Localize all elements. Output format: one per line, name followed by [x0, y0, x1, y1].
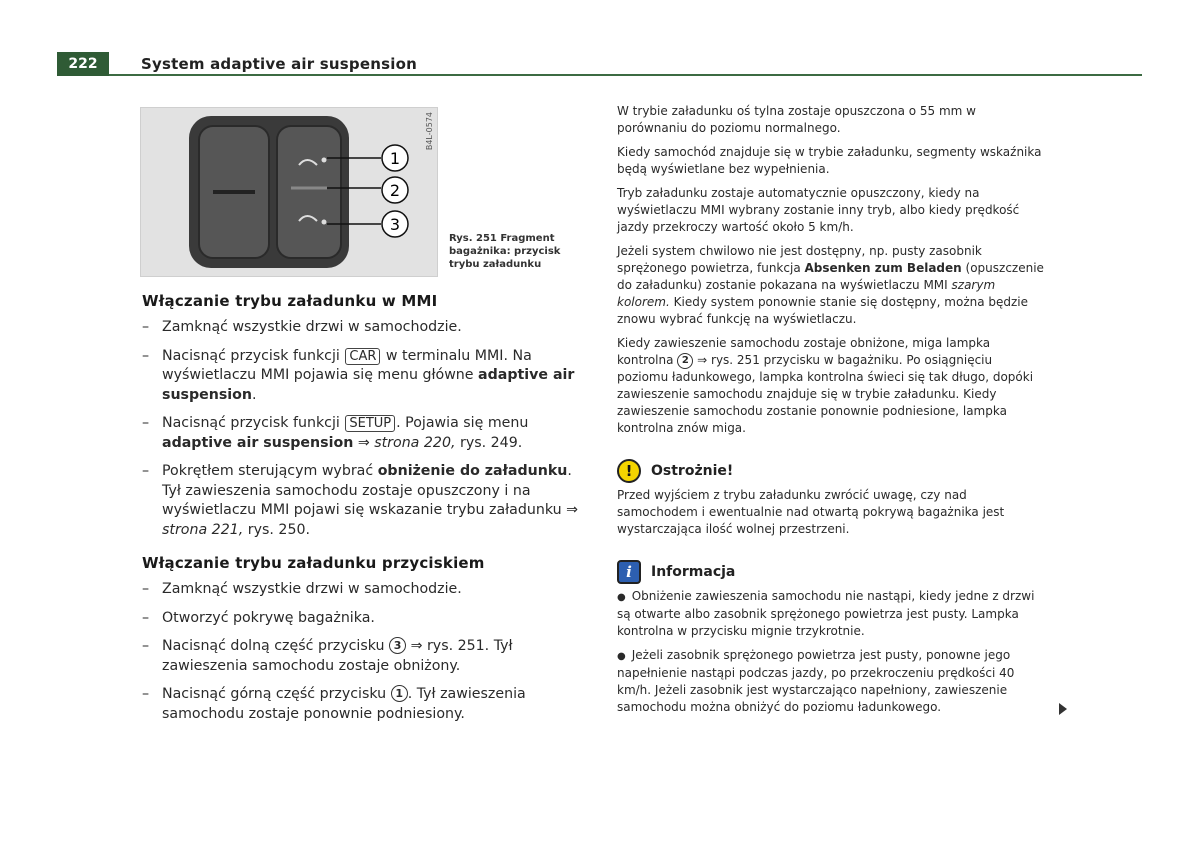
continue-arrow-icon: [1059, 703, 1067, 715]
right-column: [617, 103, 1045, 723]
heading-button: Włączanie trybu załadunku przyciskiem: [142, 554, 485, 572]
list-item: – Nacisnąć przycisk funkcji CAR w terminalu MMI. Na wyświetlaczu MMI pojawia się menu główne adaptive air suspension.: [142, 347, 575, 403]
page-number: 222: [57, 52, 109, 76]
paragraph: Kiedy zawieszenie samochodu zostaje obniżone, miga lampka kontrolna 2 ⇒ rys. 251 przycisku w bagażniku. Po osiągnięciu poziomu ładunkowego, lampka kontrolna świeci się tak długo, dopóki zawieszenie samochodu znajduje się w trybie załadunku. Kiedy zawieszenie samochodu zostanie ponownie podniesione, lampka kontrolna znów miga.: [617, 336, 1034, 435]
list-item: – Zamknąć wszystkie drzwi w samochodzie.: [142, 319, 462, 335]
button-illustration: [141, 108, 437, 276]
info-icon: i: [617, 560, 641, 584]
lower-indicator-dot: [322, 220, 327, 225]
loading-mode-button: [277, 126, 341, 258]
paragraph: Jeżeli system chwilowo nie jest dostępny, np. pusty zasobnik sprężonego powietrza, funkcja Absenken zum Beladen (opuszczenie do załadunku) zostanie pokazana na wyświetlaczu MMI szarym kolorem. Kiedy system ponownie stanie się dostępny, można będzie znowu wybrać funkcję na wyświetlaczu.: [617, 244, 1044, 326]
car-key: CAR: [345, 348, 380, 365]
caption-line: bagażnika: przycisk: [449, 246, 561, 257]
page-header: [57, 50, 1142, 78]
upper-indicator-dot: [322, 158, 327, 163]
caution-title: Ostrożnie!: [651, 463, 734, 479]
info-title: Informacja: [651, 564, 736, 580]
paragraph: Kiedy samochód znajduje się w trybie załadunku, segmenty wskaźnika będą wyświetlane bez wypełnienia.: [617, 145, 1042, 176]
list-item: – Otworzyć pokrywę bagażnika.: [142, 609, 375, 626]
setup-key: SETUP: [345, 415, 395, 432]
list-item: – Nacisnąć dolną część przycisku 3 ⇒ rys. 251. Tył zawieszenia samochodu zostaje obniżony.: [142, 638, 513, 674]
info-bullet: ● Obniżenie zawieszenia samochodu nie nastąpi, kiedy jedne z drzwi są otwarte albo zasobnik sprężonego powietrza jest pusty. Lampka kontrolna w przycisku mignie trzykrotnie.: [617, 589, 1035, 638]
header-rule: [109, 74, 1142, 76]
figure-code: B4L-0574: [425, 112, 434, 151]
list-item: – Pokrętłem sterującym wybrać obniżenie do załadunku. Tył zawieszenia samochodu zostaje opuszczony i na wyświetlaczu MMI pojawi się wskazanie trybu załadunku ⇒ strona 221, rys. 250.: [142, 463, 579, 538]
info-bullet: ● Jeżeli zasobnik sprężonego powietrza jest pusty, ponowne jego napełnienie nastąpi podczas jazdy, po przekroczeniu prędkości 40 km/h. Jeżeli zasobnik jest wystarczająco napełniony, zawieszenie samochodu można obniżyć do poziomu ładunkowego.: [617, 648, 1015, 714]
caption-line: trybu załadunku: [449, 259, 542, 270]
caution-icon: !: [617, 459, 641, 483]
list-item: – Zamknąć wszystkie drzwi w samochodzie.: [142, 581, 462, 597]
paragraph: W trybie załadunku oś tylna zostaje opuszczona o 55 mm w porównaniu do poziomu normalnego.: [617, 104, 976, 135]
figure-caption: [449, 232, 579, 271]
info-header: [617, 560, 1045, 584]
section-title: System adaptive air suspension: [141, 55, 417, 73]
left-column: [142, 292, 592, 733]
callout-label-2: 2: [389, 181, 401, 200]
steps-button: [142, 580, 592, 724]
figure-trunk-button: [140, 107, 438, 277]
paragraph: Tryb załadunku zostaje automatycznie opuszczony, kiedy na wyświetlaczu MMI wybrany zostanie inny tryb, albo kiedy prędkość jazdy przekroczy wartość około 5 km/h.: [617, 186, 1020, 234]
heading-mmi: Włączanie trybu załadunku w MMI: [142, 292, 438, 310]
caution-text: Przed wyjściem z trybu załadunku zwrócić uwagę, czy nad samochodem i ewentualnie nad otwartą pokrywą bagażnika jest wystarczająca ilość wolnej przestrzeni.: [617, 488, 1005, 536]
steps-mmi: [142, 318, 592, 540]
caption-line: Rys. 251 Fragment: [449, 233, 555, 244]
caution-header: [617, 459, 1045, 483]
list-item: – Nacisnąć górną część przycisku 1 . Tył zawieszenia samochodu zostaje ponownie podniesiony.: [142, 686, 526, 722]
callout-ref-1: 1: [391, 685, 408, 702]
callout-label-3: 3: [389, 215, 401, 234]
list-item: – Nacisnąć przycisk funkcji SETUP . Pojawia się menu adaptive air suspension ⇒ strona 220, rys. 249.: [142, 415, 529, 451]
callout-ref-2: 2: [677, 353, 693, 369]
callout-ref-3: 3: [389, 637, 406, 654]
callout-label-1: 1: [389, 149, 401, 168]
